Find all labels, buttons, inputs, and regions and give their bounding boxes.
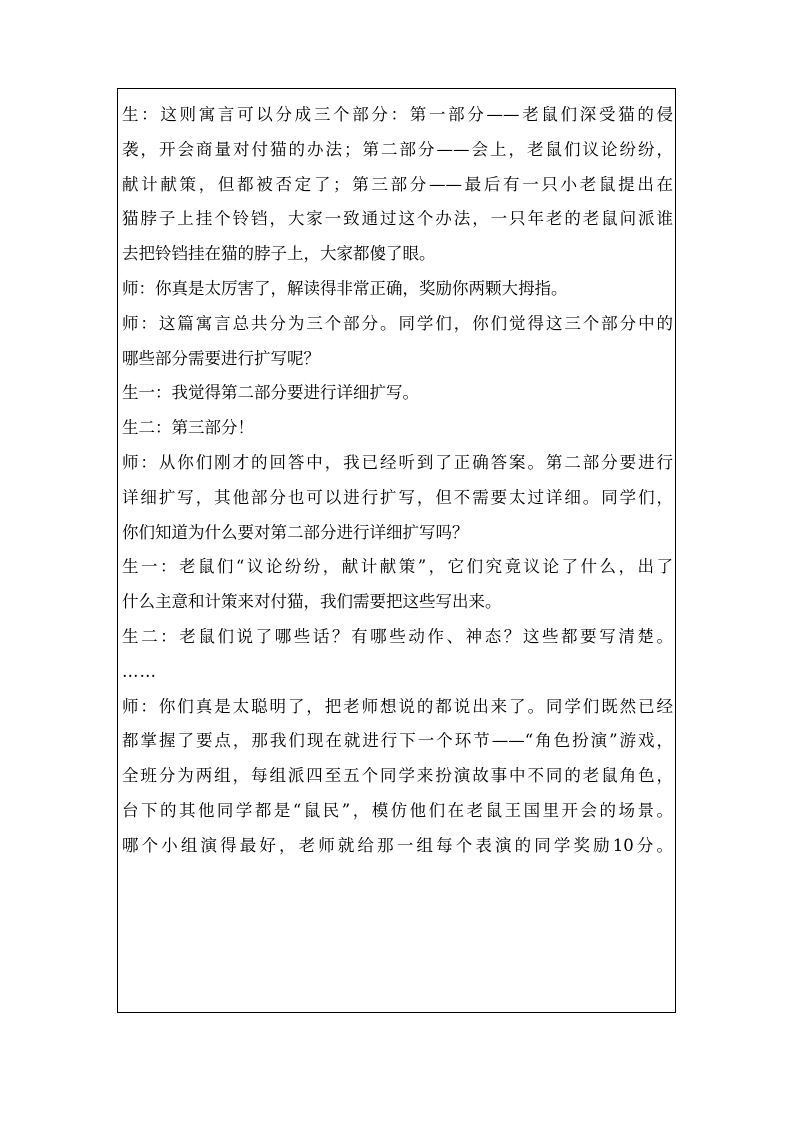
text-line: 生二：第三部分！ [122, 418, 254, 438]
text-line: 全班分为两组，每组派四至五个同学来扮演故事中不同的老鼠角色， [122, 766, 673, 786]
text-line: 献计献策，但都被否定了；第三部分——最后有一只小老鼠提出在 [122, 174, 673, 194]
text-line: 什么主意和计策来对付猫，我们需要把这些写出来。 [122, 592, 502, 612]
text-line: …… [122, 661, 157, 681]
text-line: 哪个小组演得最好，老师就给那一组每个表演的同学奖励10分。 [122, 835, 673, 855]
text-line: 生：这则寓言可以分成三个部分：第一部分——老鼠们深受猫的侵 [122, 105, 673, 124]
text-line: 生一：老鼠们“议论纷纷，献计献策”，它们究竟议论了什么，出了 [122, 557, 673, 577]
text-line: 去把铃铛挂在猫的脖子上，大家都傻了眼。 [122, 244, 436, 264]
text-line: 师：你们真是太聪明了，把老师想说的都说出来了。同学们既然已经 [122, 696, 673, 716]
document-table-cell [117, 88, 676, 1013]
text-line: 猫脖子上挂个铃铛，大家一致通过这个办法，一只年老的老鼠问派谁 [122, 209, 673, 229]
text-line: 详细扩写，其他部分也可以进行扩写，但不需要太过详细。同学们， [122, 487, 673, 507]
text-line: 袭，开会商量对付猫的办法；第二部分——会上，老鼠们议论纷纷， [122, 139, 673, 159]
text-line: 师：你真是太厉害了，解读得非常正确，奖励你两颗大拇指。 [122, 278, 568, 298]
text-line: 生一：我觉得第二部分要进行详细扩写。 [122, 383, 419, 403]
text-line: 师：从你们刚才的回答中，我已经听到了正确答案。第二部分要进行 [122, 452, 673, 472]
text-line: 哪些部分需要进行扩写呢？ [122, 348, 320, 368]
text-line: 生二：老鼠们说了哪些话？有哪些动作、神态？这些都要写清楚。 [122, 626, 673, 646]
text-line: 你们知道为什么要对第二部分进行详细扩写吗？ [122, 522, 469, 542]
text-line: 都掌握了要点，那我们现在就进行下一个环节——“角色扮演”游戏， [122, 731, 673, 751]
text-line: 台下的其他同学都是“鼠民”，模仿他们在老鼠王国里开会的场景。 [122, 800, 673, 820]
text-line: 师：这篇寓言总共分为三个部分。同学们，你们觉得这三个部分中的 [122, 313, 673, 333]
